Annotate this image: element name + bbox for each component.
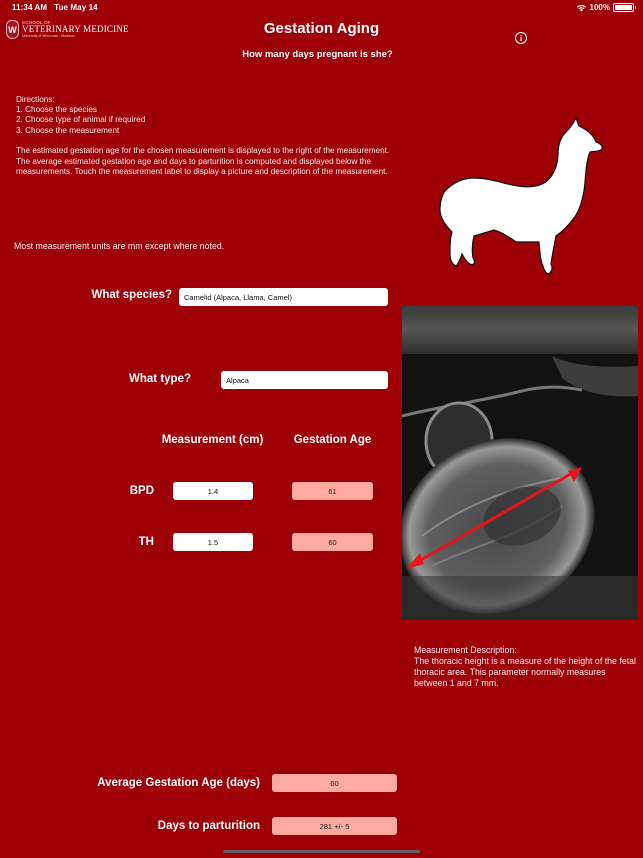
date: Tue May 14: [54, 3, 98, 12]
average-gestation-value: 60: [272, 774, 397, 792]
logo-university: University of Wisconsin - Madison: [22, 34, 75, 38]
species-select[interactable]: Camelid (Alpaca, Llama, Camel): [179, 288, 388, 306]
measurement-label-bpd[interactable]: BPD: [129, 485, 154, 497]
page-subtitle: [0, 49, 643, 60]
gestation-column-header: Gestation Age: [293, 434, 372, 446]
home-indicator[interactable]: [223, 850, 420, 853]
wifi-icon: [576, 4, 587, 12]
parturition-label: Days to parturition: [157, 820, 260, 832]
directions-step: 1. Choose the species: [16, 105, 98, 115]
species-label: What species?: [91, 289, 172, 301]
average-gestation-label: Average Gestation Age (days): [97, 777, 260, 789]
subtitle-text: How many days pregnant is she?: [242, 49, 393, 60]
th-gestation-age: 60: [292, 533, 373, 551]
bpd-gestation-age: 61: [292, 482, 373, 500]
logo-school: SCHOOL OF: [22, 19, 52, 25]
battery-percent: 100%: [589, 3, 610, 12]
type-label: What type?: [129, 373, 191, 385]
ultrasound-image: [402, 306, 638, 620]
parturition-value: 281 +/- 5: [272, 817, 397, 835]
units-note: Most measurement units are mm except where noted.: [14, 241, 225, 251]
measurement-label-th[interactable]: TH: [138, 536, 154, 548]
directions-paragraph: The estimated gestation age for the chosen measurement is displayed to the right of the measurement. The average estimated gestation age and days to parturition is computed and displayed below the measurements. Touch the measurement label to display a picture and description of the measurement.: [16, 146, 390, 176]
status-bar-time: [12, 3, 98, 12]
status-bar-right: [576, 3, 634, 12]
measurement-description: [414, 645, 638, 689]
page-title: Gestation Aging: [263, 20, 380, 37]
th-measurement-input[interactable]: 1.5: [173, 533, 253, 551]
directions-step: 3. Choose the measurement: [16, 125, 120, 135]
type-select[interactable]: Alpaca: [221, 371, 388, 389]
description-heading: Measurement Description:: [414, 645, 517, 655]
logo-name: VETERINARY MEDICINE: [22, 24, 129, 34]
battery-icon: [613, 3, 634, 12]
directions-step: 2. Choose type of animal if required: [16, 115, 146, 125]
info-icon[interactable]: i: [515, 32, 527, 44]
directions: [16, 95, 396, 177]
clock: 11:34 AM: [12, 3, 48, 12]
directions-heading: Directions:: [16, 95, 55, 104]
description-text: The thoracic height is a measure of the height of the fetal thoracic area. This parameter normally measures between 1 and 7 mm.: [414, 656, 637, 688]
measurement-column-header: Measurement (cm): [161, 434, 264, 446]
bpd-measurement-input[interactable]: 1.4: [173, 482, 253, 500]
alpaca-silhouette-icon: [436, 114, 606, 280]
crest-icon: W: [6, 20, 19, 39]
